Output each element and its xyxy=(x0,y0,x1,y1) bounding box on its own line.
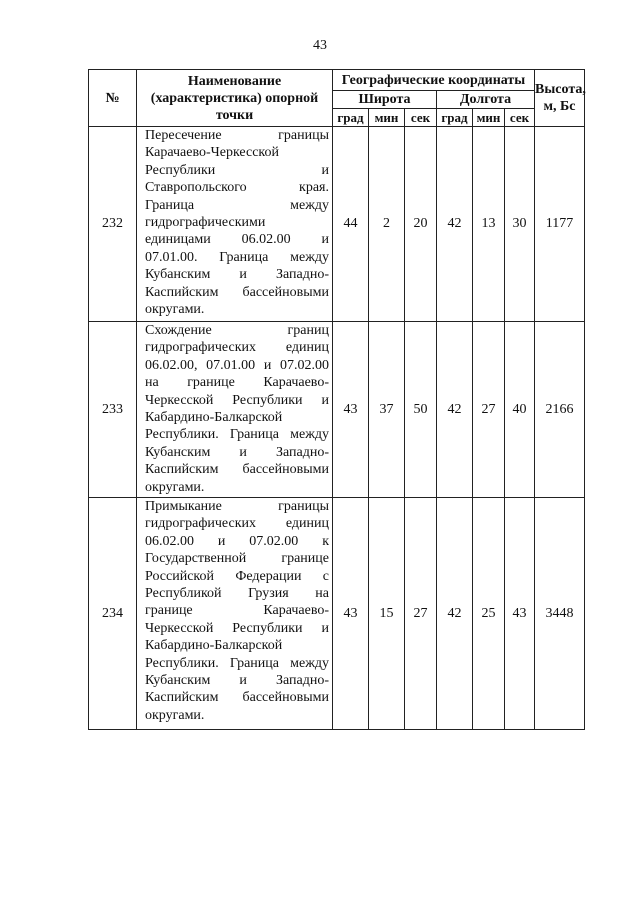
lat-min-cell: 15 xyxy=(369,498,405,730)
lon-min-cell: 27 xyxy=(473,322,505,498)
lon-min-cell: 13 xyxy=(473,127,505,322)
page-number: 43 xyxy=(313,38,327,53)
height-cell: 3448 xyxy=(535,498,585,730)
lon-sec-cell: 30 xyxy=(505,127,535,322)
lat-sec-cell: 50 xyxy=(405,322,437,498)
table-row xyxy=(89,127,585,322)
header-lon-min: мин xyxy=(473,109,505,127)
lat-min-cell: 37 xyxy=(369,322,405,498)
row-description: Схождение границ гидрографических единиц 06.02.00, 07.01.00 и 07.02.00 на границе Карачаево-Черкесской Республики и Кабардино-Балкарской Республики. Граница между Кубанским и Западно-Каспийским бассейновыми округами. xyxy=(137,322,333,498)
header-latitude: Широта xyxy=(333,91,437,109)
header-lon-sec: сек xyxy=(505,109,535,127)
header-lat-sec: сек xyxy=(405,109,437,127)
table-row xyxy=(89,498,585,730)
header-height: Высота, м, Бс xyxy=(535,70,585,127)
header-lon-deg: град xyxy=(437,109,473,127)
lon-sec-cell: 43 xyxy=(505,498,535,730)
lon-deg-cell: 42 xyxy=(437,127,473,322)
row-description: Примыкание границы гидрографических единиц 06.02.00 и 07.02.00 к Государственной границе Российской Федерации с Республикой Грузия на границе Карачаево-Черкесской Республики и Кабардино-Балкарской Республики. Граница между Кубанским и Западно-Каспийским бассейновыми округами. xyxy=(137,498,333,730)
lat-min-cell: 2 xyxy=(369,127,405,322)
header-name: Наименование (характеристика) опорной точки xyxy=(137,70,333,127)
row-description: Пересечение границы Карачаево-Черкесской Республики и Ставропольского края. Граница между гидрографическими единицами 06.02.00 и 07.01.00. Граница между Кубанским и Западно-Каспийским бассейновыми округами. xyxy=(137,127,333,322)
header-number: № xyxy=(89,70,137,127)
lon-deg-cell: 42 xyxy=(437,498,473,730)
lon-deg-cell: 42 xyxy=(437,322,473,498)
row-number: 232 xyxy=(89,127,137,322)
header-lat-deg: град xyxy=(333,109,369,127)
lat-deg-cell: 43 xyxy=(333,322,369,498)
lon-sec-cell: 40 xyxy=(505,322,535,498)
header-lat-min: мин xyxy=(369,109,405,127)
lon-min-cell: 25 xyxy=(473,498,505,730)
table-row xyxy=(89,322,585,498)
coordinates-table xyxy=(88,69,585,730)
lat-sec-cell: 27 xyxy=(405,498,437,730)
row-number: 233 xyxy=(89,322,137,498)
header-geographic-coordinates: Географические координаты xyxy=(333,70,535,91)
height-cell: 2166 xyxy=(535,322,585,498)
lat-sec-cell: 20 xyxy=(405,127,437,322)
height-cell: 1177 xyxy=(535,127,585,322)
row-number: 234 xyxy=(89,498,137,730)
header-longitude: Долгота xyxy=(437,91,535,109)
lat-deg-cell: 43 xyxy=(333,498,369,730)
lat-deg-cell: 44 xyxy=(333,127,369,322)
